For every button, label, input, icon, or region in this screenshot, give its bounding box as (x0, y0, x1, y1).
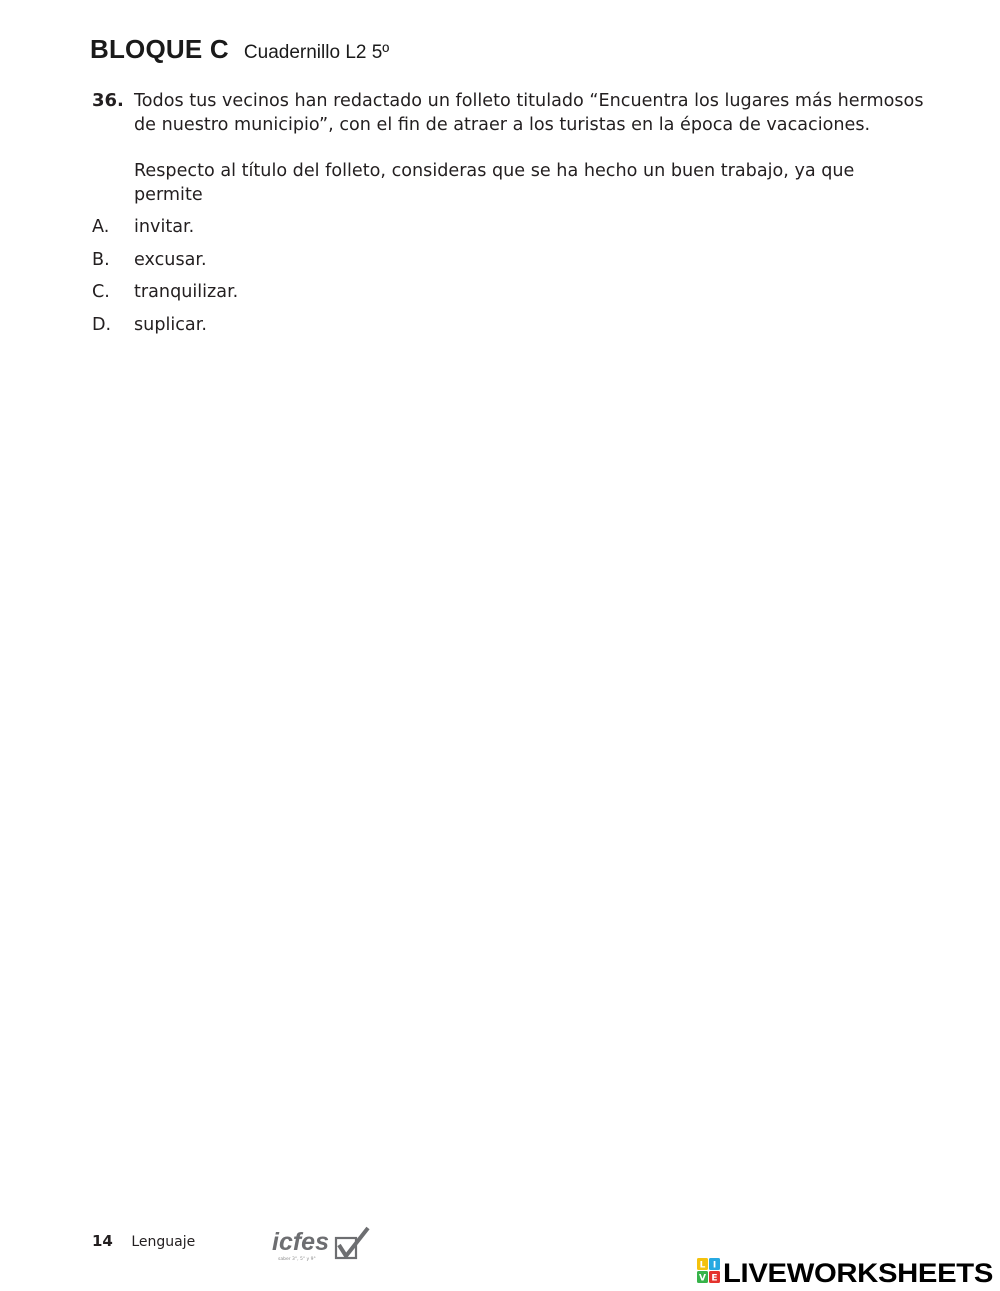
page-footer (92, 1232, 195, 1250)
live-icon (697, 1258, 720, 1284)
option-b[interactable] (92, 248, 238, 281)
icfes-wordmark: icfes (272, 1228, 329, 1256)
booklet-label: Cuadernillo L2 5º (243, 42, 390, 63)
option-text: invitar. (134, 217, 195, 237)
page-number: 14 (92, 1232, 113, 1250)
question-context: Todos tus vecinos han redactado un folleto titulado “Encuentra los lugares más hermosos de nuestro municipio”, con el fin de atraer a los turistas en la época de vacaciones. (134, 91, 924, 135)
question-stem: Respecto al título del folleto, consideras que se ha hecho un buen trabajo, ya que permite (134, 161, 855, 205)
option-d[interactable] (92, 313, 238, 346)
option-text: excusar. (134, 249, 207, 270)
option-letter: C. (92, 282, 110, 302)
option-text: tranquilizar. (134, 282, 239, 302)
svg-text:I: I (712, 1260, 717, 1271)
option-a[interactable] (92, 215, 238, 248)
answer-options (92, 215, 238, 345)
icfes-tagline: saber 3°, 5° y 9° (278, 1257, 316, 1262)
question-number: 36. (92, 90, 124, 111)
option-letter: B. (92, 249, 110, 270)
option-text: suplicar. (134, 314, 207, 335)
option-c[interactable] (92, 280, 238, 313)
question-text (134, 89, 924, 207)
svg-text:V: V (699, 1273, 706, 1284)
block-title: BLOQUE C (90, 34, 229, 64)
svg-text:E: E (711, 1273, 718, 1284)
option-letter: A. (92, 217, 110, 237)
liveworksheets-logo (696, 1256, 994, 1286)
liveworksheets-wordmark: LIVEWORKSHEETS (723, 1258, 993, 1286)
svg-text:L: L (699, 1260, 706, 1271)
page-header (90, 34, 389, 65)
subject-label: Lenguaje (131, 1234, 196, 1250)
option-letter: D. (92, 314, 112, 335)
checkmark-icon (336, 1228, 368, 1258)
icfes-logo (272, 1226, 372, 1264)
